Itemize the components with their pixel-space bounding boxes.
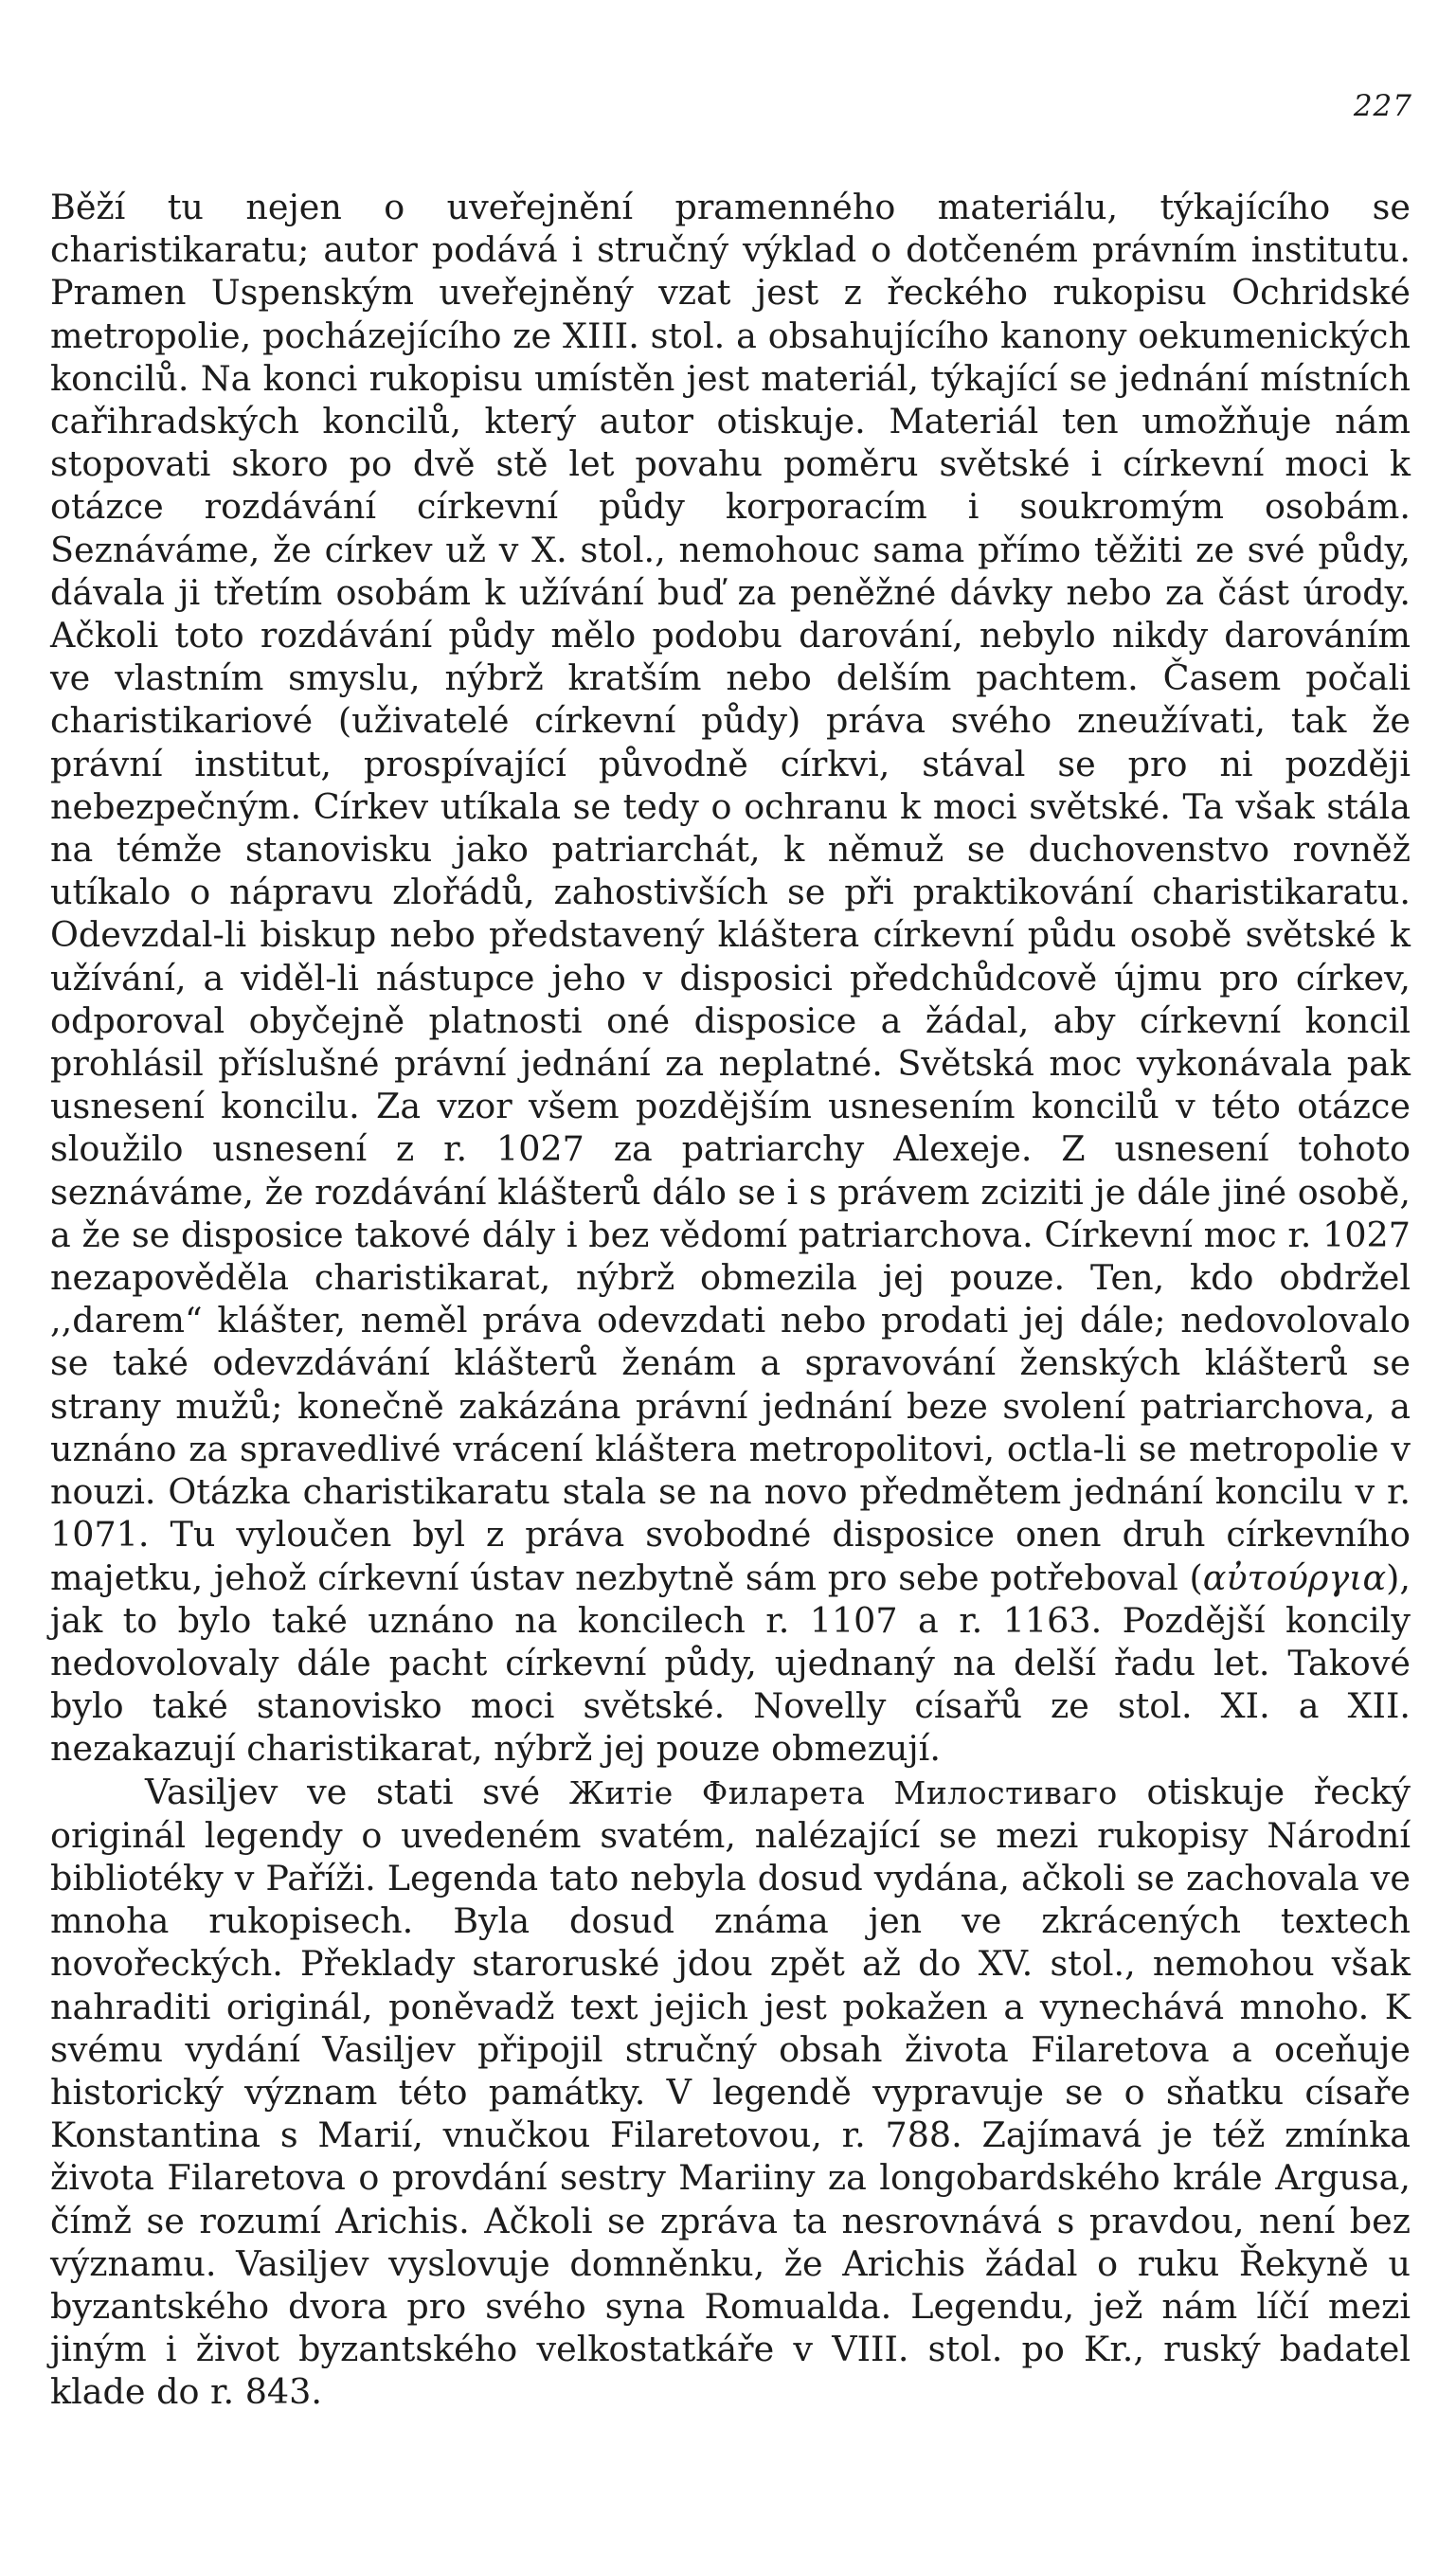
paragraph-2-text-start: Vasiljev ve stati své [145,1771,569,1812]
page-number: 227 [1353,89,1412,123]
paragraph-2 [50,1771,1411,2414]
greek-term: αὐτούργια [1202,1556,1387,1598]
paragraph-2-text: otiskuje řecký originál legendy o uvedeném svatém, nalézající se mezi rukopisy Národní bibliotéky v Paříži. Legenda tato nebyla dosud vydána, ačkoli se zachovala ve mnoha rukopisech. Byla dosud známa jen ve zkrácených textech novořeckých. Překlady staroruské jdou zpět až do XV. stol., nemohou však nahraditi originál, poněvadž text jejich jest pokažen a vynechává mnoho. K svému vydání Vasiljev připojil stručný obsah života Filaretova a oceňuje historický význam této památky. V legendě vypravuje se o sňatku císaře Konstantina s Marií, vnučkou Filaretovou, r. 788. Zajímavá je též zmínka života Filaretova o provdání sestry Mariiny za longobardského krále Argusa, čímž se rozumí Arichis. Ačkoli se zpráva ta nesrovnává s pravdou, není bez významu. Vasiljev vyslovuje domněnku, že Arichis žádal o ruku Řekyně u byzantského dvora pro svého syna Romualda. Legendu, jež nám líčí mezi jiným i život byzantského velkostatkáře v VIII. stol. po Kr., ruský badatel klade do r. 843. [50,1771,1411,2413]
paragraph-1 [50,186,1411,1771]
article-body [50,186,1411,2414]
cyrillic-title: Житiе Филарета Милостиваго [568,1773,1118,1811]
paragraph-1-text: Běží tu nejen o uveřejnění pramenného materiálu, týkajícího se charistikaratu; autor podává i stručný výklad o dotčeném právním institutu. Pramen Uspenským uveřejněný vzat jest z řeckého rukopisu Ochridské metropolie, pocházejícího ze XIII. stol. a obsahujícího kanony oekumenických koncilů. Na konci rukopisu umístěn jest materiál, týkající se jednání místních cařihradských koncilů, který autor otiskuje. Materiál ten umožňuje nám stopovati skoro po dvě stě let povahu poměru světské i církevní moci k otázce rozdávání církevní půdy korporacím i soukromým osobám. Seznáváme, že církev už v X. stol., nemohouc sama přímo těžiti ze své půdy, dávala ji třetím osobám k užívání buď za peněžné dávky nebo za část úrody. Ačkoli toto rozdávání půdy mělo podobu darování, nebylo nikdy darováním ve vlastním smyslu, nýbrž kratším nebo delším pachtem. Časem počali charistikariové (uživatelé církevní půdy) práva svého zneužívati, tak že právní institut, prospívající původně církvi, stával se pro ni později nebezpečným. Církev utíkala se tedy o ochranu k moci světské. Ta však stála na témže stanovisku jako patriarchát, k němuž se duchovenstvo rovněž utíkalo o nápravu zlořádů, zahostivších se při praktikování charistikaratu. Odevzdal-li biskup nebo představený kláštera církevní půdu osobě světské k užívání, a viděl-li nástupce jeho v disposici předchůdcově újmu pro církev, odporoval obyčejně platnosti oné disposice a žádal, aby církevní koncil prohlásil příslušné právní jednání za neplatné. Světská moc vykonávala pak usnesení koncilu. Za vzor všem pozdějším usnesením koncilů v této otázce sloužilo usnesení z r. 1027 za patriarchy Alexeje. Z usnesení tohoto seznáváme, že rozdávání klášterů dálo se i s právem zciziti je dále jiné osobě, a že se disposice takové dály i bez vědomí patriarchova. Církevní moc r. 1027 nezapověděla charistikarat, nýbrž obmezila jej pouze. Ten, kdo obdržel ,,darem“ klášter, neměl práva odevzdati nebo prodati jej dále; nedovolovalo se také odevzdávání klášterů ženám a spravování ženských klášterů se strany mužů; konečně zakázána právní jednání beze svolení patriarchova, a uznáno za spravedlivé vrácení kláštera metropolitovi, octla-li se metropolie v nouzi. Otázka charistikaratu stala se na novo předmětem jednání koncilu v r. 1071. Tu vyloučen byl z práva svobodné disposice onen druh církevního majetku, jehož církevní ústav nezbytně sám pro sebe potřeboval ( [50,187,1411,1598]
paragraph-1-text-end: ), jak to bylo také uznáno na koncilech r. 1107 a r. 1163. Pozdější koncily nedovolovaly dále pacht církevní půdy, ujednaný na delší řadu let. Takové bylo také stanovisko moci světské. Novelly císařů ze stol. XI. a XII. nezakazují charistikarat, nýbrž jej pouze obmezují. [50,1556,1411,1770]
